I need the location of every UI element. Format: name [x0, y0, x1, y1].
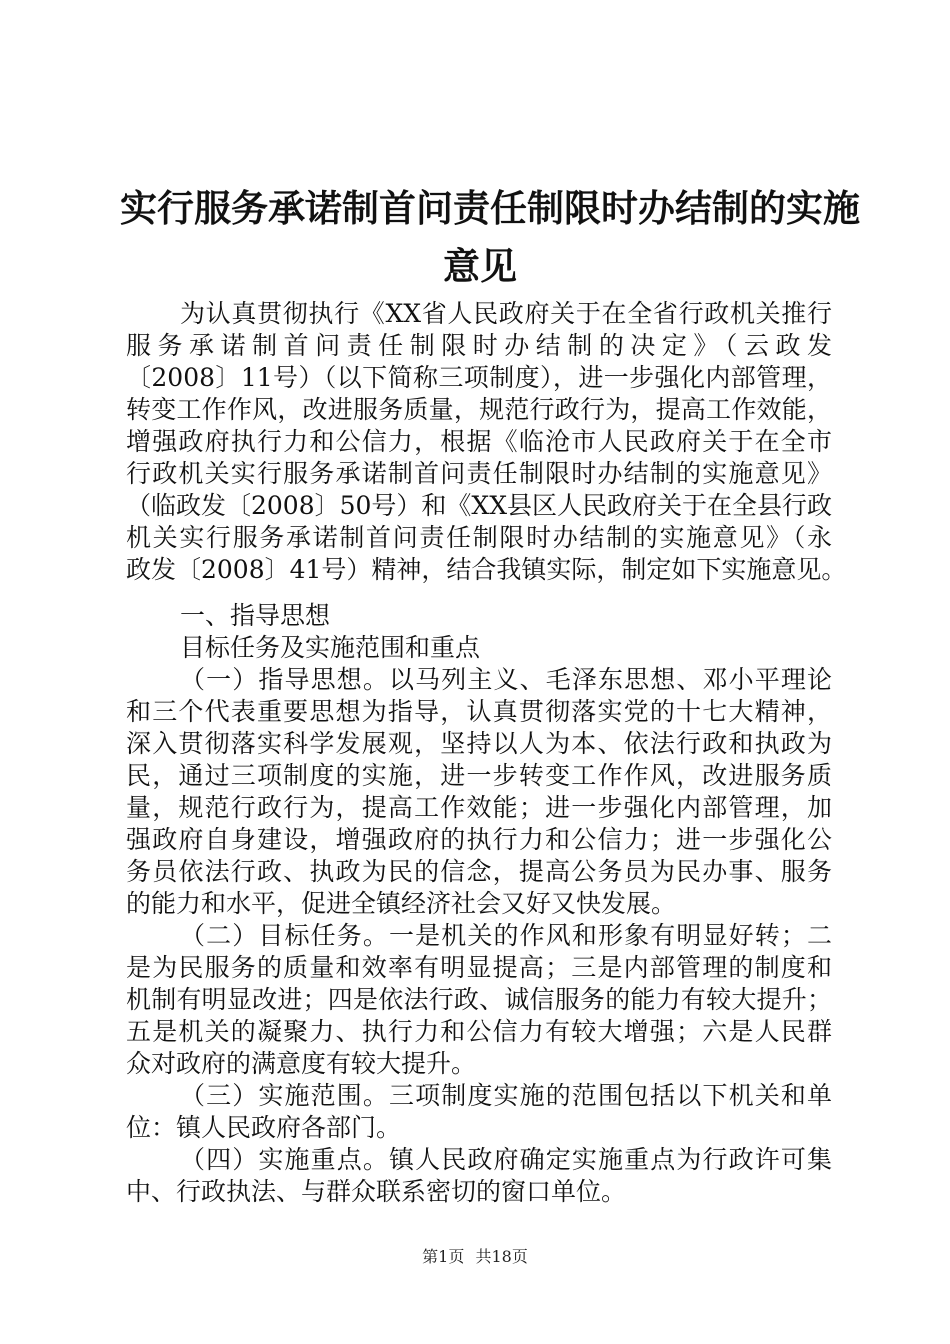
- text-line: 位：镇人民政府各部门。: [126, 1113, 402, 1142]
- text-line: （二）目标任务。一是机关的作风和形象有明显好转；二: [180, 921, 832, 950]
- document-title-line-2: 意见: [443, 245, 517, 288]
- text-line: 中、行政执法、与群众联系密切的窗口单位。: [126, 1177, 627, 1206]
- subheading: 目标任务及实施范围和重点: [180, 633, 481, 662]
- text-line: 深入贯彻落实科学发展观，坚持以人为本、依法行政和执政为: [126, 729, 832, 758]
- intro-paragraph: [126, 298, 847, 586]
- text-line: 〔2008〕11号）（以下简称三项制度），进一步强化内部管理，: [126, 363, 832, 392]
- page-footer: [0, 1244, 950, 1267]
- page-total: 共18页: [475, 1247, 528, 1266]
- paragraph-scope: [126, 1080, 832, 1144]
- text-line: （三）实施范围。三项制度实施的范围包括以下机关和单: [180, 1081, 832, 1110]
- text-line: （一）指导思想。以马列主义、毛泽东思想、邓小平理论: [180, 665, 832, 694]
- text-line: 机关实行服务承诺制首问责任制限时办结制的实施意见》（永: [126, 523, 832, 552]
- page-number: 第1页: [422, 1247, 465, 1266]
- text-line: 为认真贯彻执行《XX省人民政府关于在全省行政机关推行: [180, 299, 832, 328]
- section-heading-block: [126, 600, 832, 664]
- text-line: （四）实施重点。镇人民政府确定实施重点为行政许可集: [180, 1145, 832, 1174]
- text-line: 的能力和水平，促进全镇经济社会又好又快发展。: [126, 889, 677, 918]
- text-line: 机制有明显改进；四是依法行政、诚信服务的能力有较大提升；: [126, 985, 832, 1014]
- text-line: 服务承诺制首问责任制限时办结制的决定》（云政发: [126, 331, 832, 360]
- paragraph-guiding-thought: [126, 664, 832, 920]
- text-line: 和三个代表重要思想为指导，认真贯彻落实党的十七大精神，: [126, 697, 832, 726]
- text-line: 政发〔2008〕41号）精神，结合我镇实际，制定如下实施意见。: [126, 555, 847, 584]
- text-line: 增强政府执行力和公信力，根据《临沧市人民政府关于在全市: [126, 427, 832, 456]
- text-line: 转变工作作风，改进服务质量，规范行政行为，提高工作效能，: [126, 395, 832, 424]
- text-line: 强政府自身建设，增强政府的执行力和公信力；进一步强化公: [126, 825, 832, 854]
- document-title-line-1: 实行服务承诺制首问责任制限时办结制的实施: [120, 187, 860, 230]
- text-line: （临政发〔2008〕50号）和《XX县区人民政府关于在全县行政: [126, 491, 833, 520]
- text-line: 务员依法行政、执政为民的信念，提高公务员为民办事、服务: [126, 857, 832, 886]
- text-line: 民，通过三项制度的实施，进一步转变工作作风，改进服务质: [126, 761, 832, 790]
- text-line: 是为民服务的质量和效率有明显提高；三是内部管理的制度和: [126, 953, 832, 982]
- paragraph-objectives: [126, 920, 832, 1080]
- text-line: 五是机关的凝聚力、执行力和公信力有较大增强；六是人民群: [126, 1017, 832, 1046]
- text-line: 量，规范行政行为，提高工作效能；进一步强化内部管理，加: [126, 793, 832, 822]
- paragraph-focus: [126, 1144, 832, 1208]
- text-line: 众对政府的满意度有较大提升。: [126, 1049, 477, 1078]
- text-line: 行政机关实行服务承诺制首问责任制限时办结制的实施意见》: [126, 459, 832, 488]
- section-heading: 一、指导思想: [180, 601, 331, 630]
